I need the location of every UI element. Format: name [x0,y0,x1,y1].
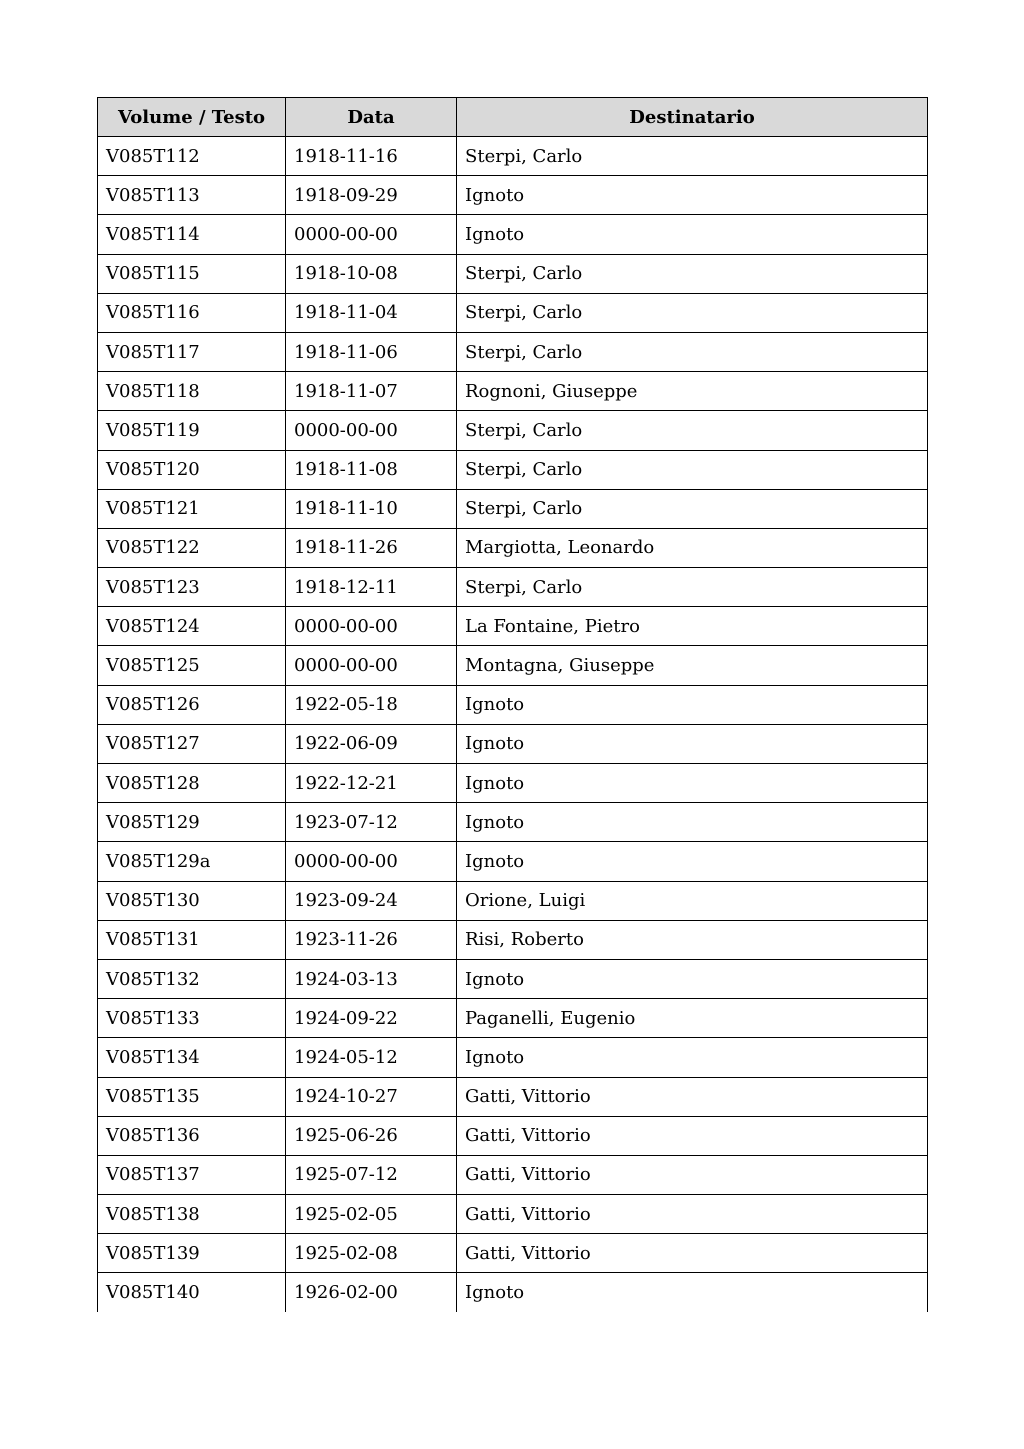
table-row [98,1273,928,1312]
destinatario-cell: Sterpi, Carlo [457,137,928,176]
volume-testo-cell: V085T140 [98,1273,286,1312]
table-row [98,489,928,528]
table-row [98,1234,928,1273]
table-row [98,372,928,411]
volume-testo-cell: V085T129 [98,803,286,842]
destinatario-cell: Gatti, Vittorio [457,1195,928,1234]
table-row [98,685,928,724]
table-row [98,254,928,293]
data-cell: 0000-00-00 [286,646,457,685]
table-row [98,332,928,371]
destinatario-cell: Ignoto [457,176,928,215]
data-cell: 0000-00-00 [286,411,457,450]
destinatario-cell: Ignoto [457,685,928,724]
destinatario-cell: Ignoto [457,724,928,763]
volume-testo-cell: V085T122 [98,528,286,567]
destinatario-cell: Gatti, Vittorio [457,1234,928,1273]
table-header [98,98,928,137]
table-row [98,842,928,881]
destinatario-cell: Ignoto [457,959,928,998]
header-destinatario: Destinatario [457,98,928,137]
volume-testo-cell: V085T118 [98,372,286,411]
data-cell: 1924-10-27 [286,1077,457,1116]
volume-testo-cell: V085T127 [98,724,286,763]
destinatario-cell: La Fontaine, Pietro [457,607,928,646]
destinatario-cell: Sterpi, Carlo [457,293,928,332]
table-row [98,176,928,215]
table-row [98,1155,928,1194]
table-body [98,137,928,1313]
destinatario-cell: Margiotta, Leonardo [457,528,928,567]
volume-testo-cell: V085T139 [98,1234,286,1273]
destinatario-cell: Ignoto [457,764,928,803]
table-row [98,764,928,803]
destinatario-cell: Sterpi, Carlo [457,489,928,528]
table-row [98,215,928,254]
volume-testo-cell: V085T116 [98,293,286,332]
destinatario-cell: Paganelli, Eugenio [457,999,928,1038]
volume-testo-cell: V085T112 [98,137,286,176]
volume-testo-cell: V085T128 [98,764,286,803]
destinatario-cell: Sterpi, Carlo [457,254,928,293]
destinatario-cell: Sterpi, Carlo [457,568,928,607]
destinatario-cell: Ignoto [457,215,928,254]
data-cell: 1922-12-21 [286,764,457,803]
data-cell: 1925-02-08 [286,1234,457,1273]
data-cell: 1922-06-09 [286,724,457,763]
data-cell: 1918-10-08 [286,254,457,293]
table-row [98,1038,928,1077]
volume-testo-cell: V085T135 [98,1077,286,1116]
volume-testo-cell: V085T137 [98,1155,286,1194]
letters-table [97,97,928,1312]
data-cell: 1918-11-04 [286,293,457,332]
destinatario-cell: Gatti, Vittorio [457,1116,928,1155]
table-row [98,724,928,763]
volume-testo-cell: V085T125 [98,646,286,685]
volume-testo-cell: V085T133 [98,999,286,1038]
header-volume-testo: Volume / Testo [98,98,286,137]
destinatario-cell: Ignoto [457,803,928,842]
volume-testo-cell: V085T124 [98,607,286,646]
volume-testo-cell: V085T131 [98,920,286,959]
table-row [98,528,928,567]
volume-testo-cell: V085T138 [98,1195,286,1234]
data-cell: 1922-05-18 [286,685,457,724]
destinatario-cell: Montagna, Giuseppe [457,646,928,685]
volume-testo-cell: V085T134 [98,1038,286,1077]
table-row [98,293,928,332]
table-row [98,1116,928,1155]
table-row [98,137,928,176]
table-row [98,1195,928,1234]
data-cell: 1918-11-10 [286,489,457,528]
volume-testo-cell: V085T113 [98,176,286,215]
destinatario-cell: Gatti, Vittorio [457,1155,928,1194]
header-row [98,98,928,137]
data-cell: 1918-11-06 [286,332,457,371]
volume-testo-cell: V085T123 [98,568,286,607]
table-row [98,607,928,646]
data-cell: 1923-09-24 [286,881,457,920]
table-row [98,450,928,489]
volume-testo-cell: V085T120 [98,450,286,489]
destinatario-cell: Sterpi, Carlo [457,411,928,450]
data-cell: 0000-00-00 [286,842,457,881]
data-cell: 1925-02-05 [286,1195,457,1234]
destinatario-cell: Orione, Luigi [457,881,928,920]
table-row [98,803,928,842]
data-cell: 1918-11-26 [286,528,457,567]
data-cell: 1925-06-26 [286,1116,457,1155]
destinatario-cell: Gatti, Vittorio [457,1077,928,1116]
volume-testo-cell: V085T115 [98,254,286,293]
table-row [98,411,928,450]
destinatario-cell: Ignoto [457,842,928,881]
volume-testo-cell: V085T117 [98,332,286,371]
table-row [98,920,928,959]
data-cell: 1923-11-26 [286,920,457,959]
data-cell: 0000-00-00 [286,215,457,254]
data-cell: 1918-11-08 [286,450,457,489]
volume-testo-cell: V085T121 [98,489,286,528]
table-row [98,881,928,920]
data-cell: 1923-07-12 [286,803,457,842]
data-cell: 0000-00-00 [286,607,457,646]
volume-testo-cell: V085T119 [98,411,286,450]
destinatario-cell: Rognoni, Giuseppe [457,372,928,411]
destinatario-cell: Ignoto [457,1038,928,1077]
destinatario-cell: Sterpi, Carlo [457,450,928,489]
table-row [98,999,928,1038]
volume-testo-cell: V085T126 [98,685,286,724]
data-cell: 1918-11-07 [286,372,457,411]
table-row [98,568,928,607]
data-cell: 1925-07-12 [286,1155,457,1194]
table-row [98,646,928,685]
data-cell: 1924-05-12 [286,1038,457,1077]
table-row [98,1077,928,1116]
data-cell: 1926-02-00 [286,1273,457,1312]
volume-testo-cell: V085T136 [98,1116,286,1155]
data-cell: 1924-09-22 [286,999,457,1038]
volume-testo-cell: V085T132 [98,959,286,998]
data-cell: 1918-09-29 [286,176,457,215]
destinatario-cell: Ignoto [457,1273,928,1312]
destinatario-cell: Risi, Roberto [457,920,928,959]
data-cell: 1918-11-16 [286,137,457,176]
data-cell: 1918-12-11 [286,568,457,607]
header-data: Data [286,98,457,137]
data-cell: 1924-03-13 [286,959,457,998]
destinatario-cell: Sterpi, Carlo [457,332,928,371]
volume-testo-cell: V085T130 [98,881,286,920]
volume-testo-cell: V085T129a [98,842,286,881]
volume-testo-cell: V085T114 [98,215,286,254]
table-row [98,959,928,998]
